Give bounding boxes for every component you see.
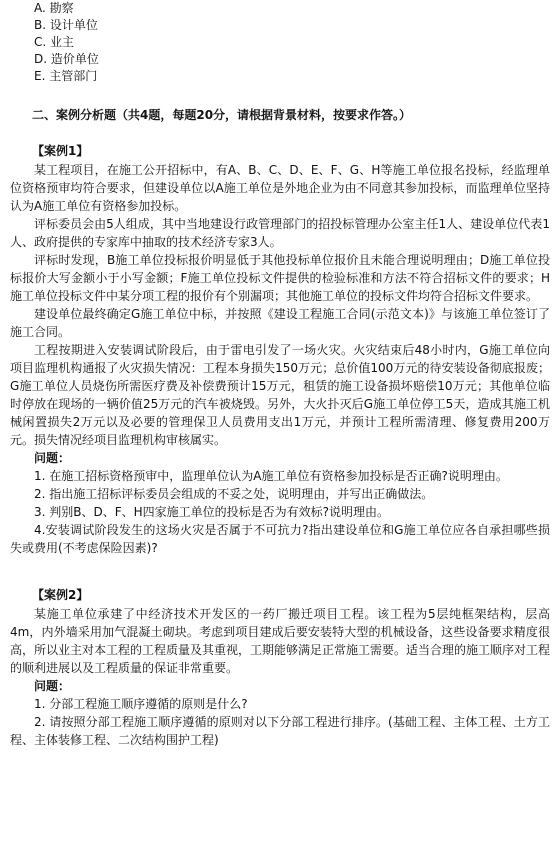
case-1-body bbox=[10, 161, 550, 557]
case-2-paragraph: 某施工单位承建了中经济技术开发区的一药厂搬迁项目工程。该工程为5层纯框架结构，层高4m，内外墙采用加气混凝土砌块。考虑到项目建成后要安装特大型的机械设备，这些设备要求精度很高，所以业主对本工程的工程质量及其重视，工期能够满足正常施工需要。适当合理的施工顺序对工程的顺利进展以及工程质量的保证非常重要。 bbox=[10, 607, 551, 675]
case-2-question: 1. 分部工程施工顺序遵循的原则是什么? bbox=[34, 697, 248, 711]
option-a: A. 勘察 bbox=[34, 1, 74, 15]
case-2-title: 【案例2】 bbox=[32, 588, 89, 602]
case-2-body bbox=[10, 605, 550, 749]
case-1-paragraph: 工程按期进入安装调试阶段后，由于雷电引发了一场火灾。火灾结束后48小时内，G施工单位向项目监理机构通报了火灾损失情况：工程本身损失150万元；总价值100万元的待安装设备彻底报废；G施工单位人员烧伤所需医疗费及补偿费预计15万元，租赁的施工设备损坏赔偿10万元；其他单位临时停放在现场的一辆价值25万元的汽车被烧毁。另外，大火扑灭后G施工单位停工5天，造成其施工机械闲置损失2万元以及必要的管理保卫人员费用支出1万元，并预计工程所需清理、修复费用200万元。损失情况经项目监理机构审核属实。 bbox=[10, 343, 550, 447]
case-1-paragraph: 某工程项目，在施工公开招标中，有A、B、C、D、E、F、G、H等施工单位报名投标，经监理单位资格预审均符合要求，但建设单位以A施工单位是外地企业为由不同意其参加投标，而监理单位坚持认为A施工单位有资格参加投标。 bbox=[10, 163, 550, 213]
case-1-question: 4.安装调试阶段发生的这场火灾是否属于不可抗力?指出建设单位和G施工单位应各自承担哪些损失或费用(不考虑保险因素)? bbox=[10, 523, 550, 555]
case-2-questions-heading: 问题： bbox=[34, 679, 71, 693]
case-2-question: 2. 请按照分部工程施工顺序遵循的原则对以下分部工程进行排序。(基础工程、主体工程、土方工程、主体装修工程、二次结构围护工程) bbox=[10, 715, 550, 747]
case-1-paragraph: 评标时发现，B施工单位投标报价明显低于其他投标单位报价且未能合理说明理由；D施工单位投标报价大写金额小于小写金额；F施工单位投标文件提供的检验标准和方法不符合招标文件的要求；H施工单位投标文件中某分项工程的报价有个别漏项；其他施工单位的投标文件均符合招标文件要求。 bbox=[10, 253, 550, 303]
case-1-paragraph: 建设单位最终确定G施工单位中标，并按照《建设工程施工合同(示范文本)》与该施工单位签订了施工合同。 bbox=[10, 307, 550, 339]
case-1-paragraph: 评标委员会由5人组成，其中当地建设行政管理部门的招投标管理办公室主任1人、建设单位代表1人、政府提供的专家库中抽取的技术经济专家3人。 bbox=[10, 217, 550, 249]
case-1-question: 3. 判别B、D、F、H四家施工单位的投标是否为有效标?说明理由。 bbox=[34, 505, 390, 519]
case-1-questions-heading: 问题： bbox=[34, 451, 71, 465]
case-1-question: 1. 在施工招标资格预审中，监理单位认为A施工单位有资格参加投标是否正确?说明理由。 bbox=[34, 469, 508, 483]
section-title: 二、案例分析题（共4题，每题20分，请根据背景材料，按要求作答。） bbox=[32, 108, 412, 122]
option-e: E. 主管部门 bbox=[34, 69, 98, 83]
option-d: D. 造价单位 bbox=[34, 52, 99, 66]
option-list bbox=[10, 0, 550, 85]
option-b: B. 设计单位 bbox=[34, 18, 98, 32]
option-c: C. 业主 bbox=[34, 35, 75, 49]
case-1-title: 【案例1】 bbox=[32, 144, 89, 158]
case-1-question: 2. 指出施工招标评标委员会组成的不妥之处，说明理由，并写出正确做法。 bbox=[34, 487, 434, 501]
